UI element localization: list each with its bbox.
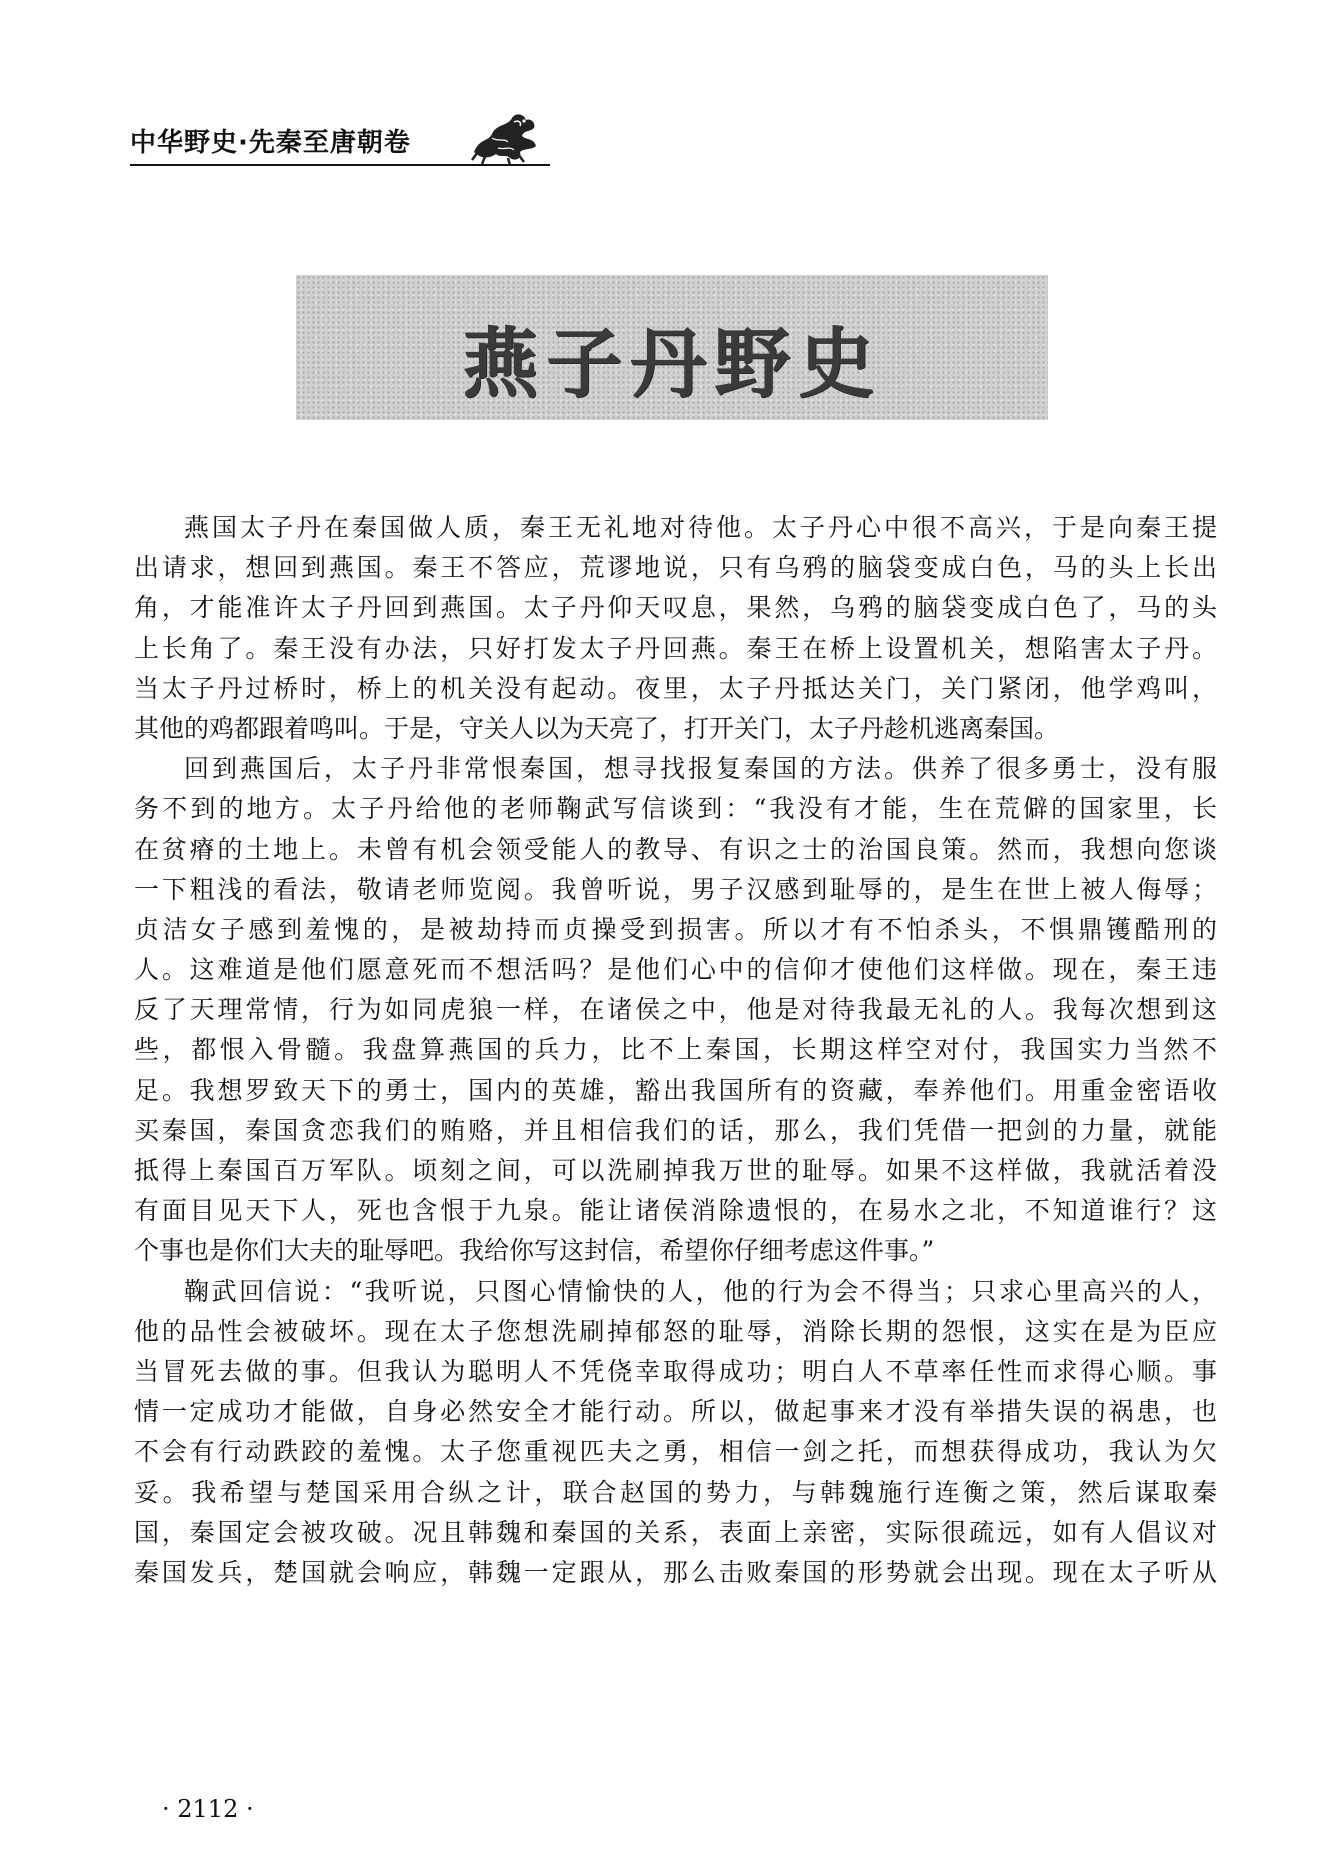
text-line: 足。我想罗致天下的勇士，国内的英雄，豁出我国所有的资藏，奉养他们。用重金密语收 bbox=[134, 1075, 1217, 1105]
text-line: 个事也是你们大夫的耻辱吧。我给你写这封信，希望你仔细考虑这件事。” bbox=[134, 1236, 935, 1266]
header-rule bbox=[130, 164, 550, 166]
text-line: 买秦国，秦国贪恋我们的贿赂，并且相信我们的话，那么，我们凭借一把剑的力量，就能 bbox=[134, 1115, 1217, 1145]
body-text bbox=[134, 508, 1217, 1593]
text-line: 燕国太子丹在秦国做人质，秦王无礼地对待他。太子丹心中很不高兴，于是向秦王提 bbox=[184, 513, 1217, 542]
text-line: 抵得上秦国百万军队。顷刻之间，可以洗刷掉我万世的耻辱。如果不这样做，我就活着没 bbox=[134, 1156, 1217, 1185]
text-line: 秦国发兵，楚国就会响应，韩魏一定跟从，那么击败秦国的形势就会出现。现在太子听从 bbox=[134, 1557, 1217, 1587]
text-line: 他的品性会被破坏。现在太子您想洗刷掉郁怒的耻辱，消除长期的怨恨，这实在是为臣应 bbox=[134, 1316, 1217, 1346]
text-line: 国，秦国定会被攻破。况且韩魏和秦国的关系，表面上亲密，实际很疏远，如有人倡议对 bbox=[134, 1517, 1217, 1547]
text-line: 上长角了。秦王没有办法，只好打发太子丹回燕。秦王在桥上设置机关，想陷害太子丹。 bbox=[134, 633, 1217, 663]
text-line: 出请求，想回到燕国。秦王不答应，荒谬地说，只有乌鸦的脑袋变成白色，马的头上长出 bbox=[134, 553, 1217, 583]
text-line: 一下粗浅的看法，敬请老师览阅。我曾听说，男子汉感到耻辱的，是生在世上被人侮辱； bbox=[134, 874, 1217, 904]
text-line: 些，都恨入骨髓。我盘算燕国的兵力，比不上秦国，长期这样空对付，我国实力当然不 bbox=[134, 1035, 1217, 1065]
running-title: 中华野史·先秦至唐朝卷 bbox=[130, 128, 411, 158]
text-line: 不会有行动跌跤的羞愧。太子您重视匹夫之勇，相信一剑之托，而想获得成功，我认为欠 bbox=[134, 1437, 1217, 1467]
dragon-icon bbox=[468, 108, 542, 166]
page-number: · 2112 · bbox=[162, 1795, 254, 1823]
text-line: 有面目见天下人，死也含恨于九泉。能让诸侯消除遗恨的，在易水之北，不知道谁行？这 bbox=[134, 1196, 1217, 1226]
text-line: 回到燕国后，太子丹非常恨秦国，想寻找报复秦国的方法。供养了很多勇士，没有服 bbox=[184, 754, 1217, 784]
text-line: 鞠武回信说：“我听说，只图心情愉快的人，他的行为会不得当；只求心里高兴的人， bbox=[184, 1276, 1217, 1306]
running-header bbox=[130, 112, 550, 172]
text-line: 在贫瘠的土地上。未曾有机会领受能人的教导、有识之士的治国良策。然而，我想向您谈 bbox=[134, 834, 1217, 864]
chapter-title: 燕子丹野史 bbox=[462, 319, 882, 408]
text-line: 角，才能准许太子丹回到燕国。太子丹仰天叹息，果然，乌鸦的脑袋变成白色了，马的头 bbox=[134, 593, 1217, 623]
text-line: 贞洁女子感到羞愧的，是被劫持而贞操受到损害。所以才有不怕杀头，不惧鼎镬酷刑的 bbox=[134, 914, 1217, 944]
text-line: 情一定成功才能做，自身必然安全才能行动。所以，做起事来才没有举措失误的祸患，也 bbox=[134, 1397, 1217, 1427]
chapter-title-banner bbox=[296, 275, 1048, 420]
text-line: 妥。我希望与楚国采用合纵之计，联合赵国的势力，与韩魏施行连衡之策，然后谋取秦 bbox=[134, 1477, 1217, 1507]
text-line: 反了天理常情，行为如同虎狼一样，在诸侯之中，他是对待我最无礼的人。我每次想到这 bbox=[134, 995, 1217, 1025]
text-line: 当太子丹过桥时，桥上的机关没有起动。夜里，太子丹抵达关门，关门紧闭，他学鸡叫， bbox=[134, 673, 1217, 703]
text-line: 当冒死去做的事。但我认为聪明人不凭侥幸取得成功；明白人不草率任性而求得心顺。事 bbox=[134, 1356, 1217, 1386]
text-line: 人。这难道是他们愿意死而不想活吗？是他们心中的信仰才使他们这样做。现在，秦王违 bbox=[134, 955, 1217, 985]
text-line: 其他的鸡都跟着鸣叫。于是，守关人以为天亮了，打开关门，太子丹趁机逃离秦国。 bbox=[134, 713, 1060, 743]
text-line: 务不到的地方。太子丹给他的老师鞠武写信谈到：“我没有才能，生在荒僻的国家里，长 bbox=[134, 794, 1217, 824]
